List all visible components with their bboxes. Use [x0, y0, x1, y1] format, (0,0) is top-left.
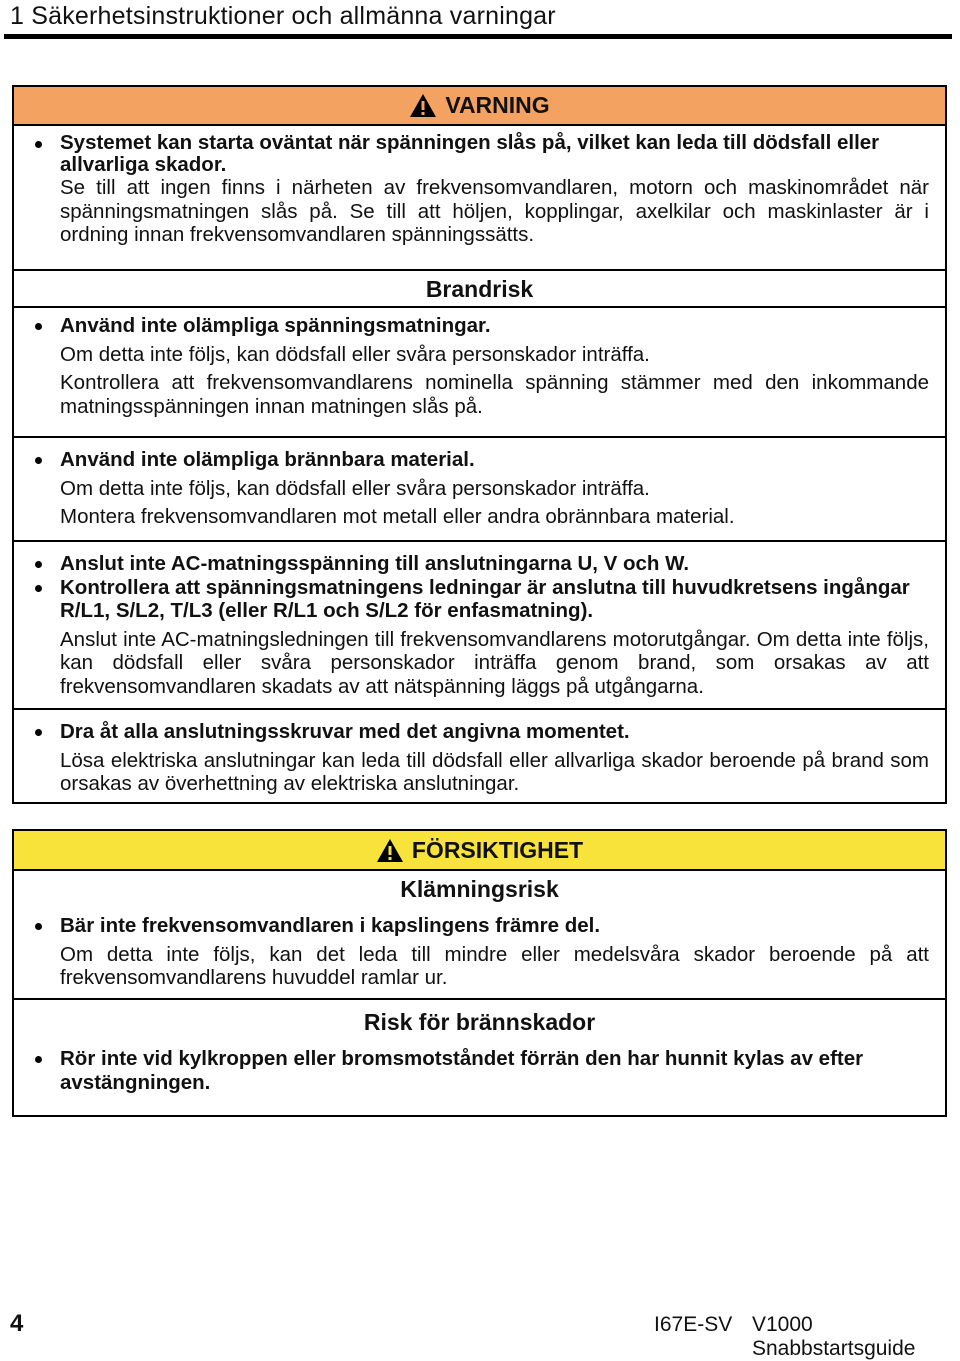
caution-section-carry — [14, 906, 945, 1000]
warning-bullet-screws: Dra åt alla anslutningsskruvar med det angivna momentet. — [60, 720, 929, 744]
warning-box — [12, 85, 947, 804]
warning-section-screws — [14, 710, 945, 804]
warning-text-supply-1: Om detta inte följs, kan dödsfall eller svåra personskador inträffa. — [60, 342, 650, 366]
page-number: 4 — [10, 1310, 24, 1337]
warning-text-material-2: Montera frekvensomvandlaren mot metall eller andra obrännbara material. — [60, 505, 735, 528]
warning-bullet-wiring-1: Anslut inte AC-matningsspänning till anslutningarna U, V och W. — [60, 552, 929, 576]
fire-risk-title: Brandrisk — [14, 271, 945, 308]
warning-bullet-wiring-2: Kontrollera att spänningsmatningens ledningar är anslutna till huvudkretsens ingångar R/L1, S/L2, T/L3 (eller R/L1 och S/L2 för enfasmatning). — [60, 576, 929, 623]
pinch-risk-title: Klämningsrisk — [400, 876, 559, 902]
caution-bullet-carry: Bär inte frekvensomvandlaren i kapslingens främre del. — [60, 914, 929, 938]
caution-box — [12, 829, 947, 1117]
warning-section-material — [14, 438, 945, 542]
guide-title: V1000 Snabbstartsguide — [752, 1313, 916, 1360]
warning-bullet-material: Använd inte olämpliga brännbara material. — [60, 448, 929, 472]
caution-section-heatsink — [14, 1039, 945, 1102]
warning-section-supply — [14, 308, 945, 438]
warning-text-startup: Se till att ingen finns i närheten av frekvensomvandlaren, motorn och maskinområdet när spänningsmatningen slås på. Se till att höljen, kopplingar, axelkilar och maskinlaster är i ordning innan frekvensomvandlaren spänningssätts. — [60, 176, 929, 246]
chapter-heading: 1 Säkerhetsinstruktioner och allmänna varningar — [10, 2, 556, 30]
warning-triangle-icon — [409, 93, 437, 118]
warning-section-wiring — [14, 542, 945, 710]
warning-text-supply-2: Kontrollera att frekvensomvandlarens nominella spänning stämmer med den inkommande matningsspänningen innan matningen slås på. — [60, 371, 929, 418]
caution-header-label: FÖRSIKTIGHET — [411, 836, 584, 863]
document-code: I67E-SV — [654, 1313, 733, 1336]
caution-text-carry: Om detta inte följs, kan det leda till mindre eller medelsvåra skador beroende på att frekvensomvandlarens huvuddel ramlar ur. — [60, 942, 929, 989]
burn-risk-title: Risk för brännskador — [363, 1009, 596, 1035]
warning-bullet-supply: Använd inte olämpliga spänningsmatningar. — [60, 314, 929, 338]
warning-text-screws: Lösa elektriska anslutningar kan leda till dödsfall eller allvarliga skador beroende på brand som orsakas av överhettning av elektriska anslutningar. — [60, 748, 929, 795]
warning-section-startup — [14, 126, 945, 271]
warning-text-wiring: Anslut inte AC-matningsledningen till frekvensomvandlarens motorutgångar. Om detta inte följs, kan dödsfall eller svåra personskador inträffa genom brand, som orsakas av att frekvensomvandlaren skadats av att nätspänning läggs på utgångarna. — [60, 627, 929, 698]
chapter-rule — [4, 34, 952, 39]
warning-text-material-1: Om detta inte följs, kan dödsfall eller svåra personskador inträffa. — [60, 476, 650, 500]
warning-header — [14, 87, 945, 126]
caution-bullet-heatsink: Rör inte vid kylkroppen eller bromsmotståndet förrän den har hunnit kylas av efter avstängningen. — [60, 1047, 929, 1094]
caution-header — [14, 831, 945, 871]
warning-triangle-icon — [376, 838, 404, 863]
warning-bullet-startup: Systemet kan starta oväntat när spänningen slås på, vilket kan leda till dödsfall eller allvarliga skador. — [60, 132, 929, 176]
warning-header-label: VARNING — [445, 92, 550, 118]
